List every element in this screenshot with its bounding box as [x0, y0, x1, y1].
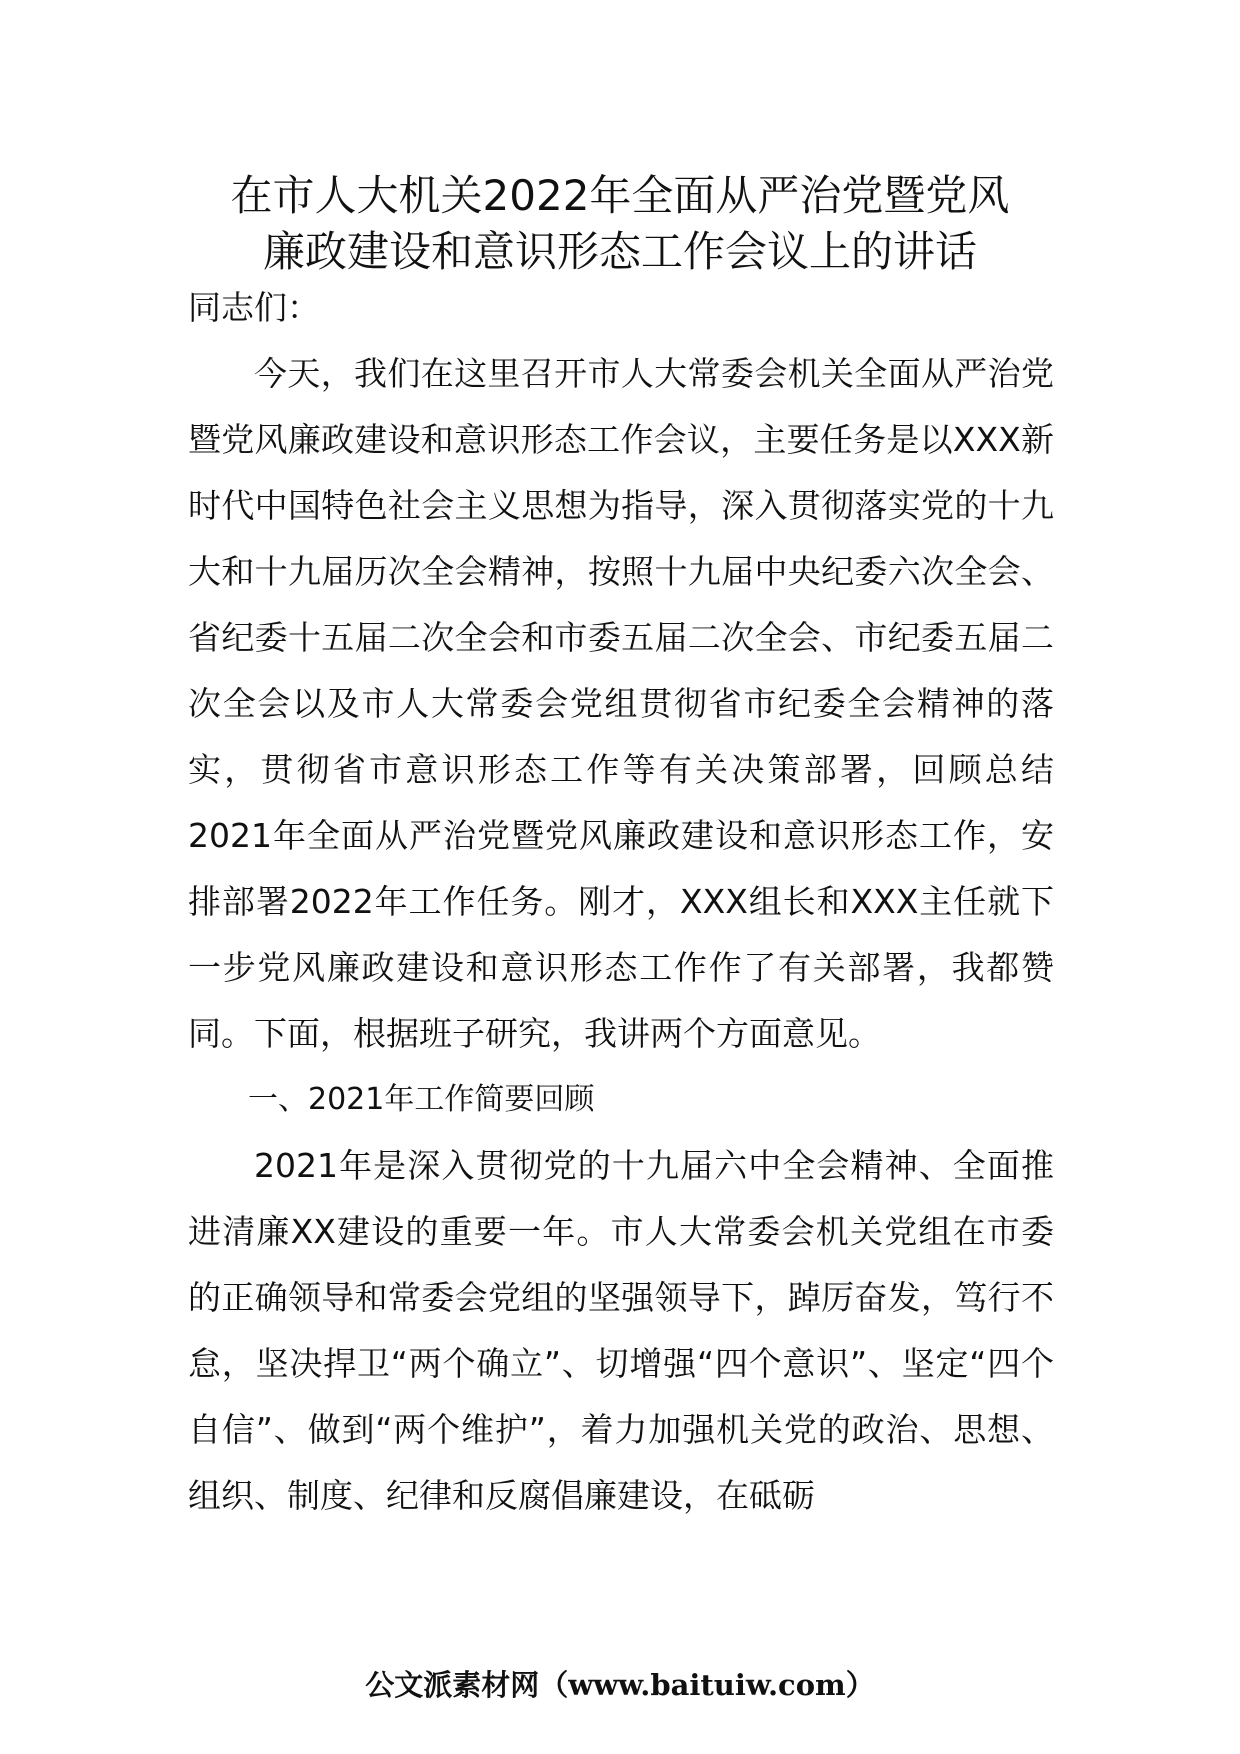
document-title [170, 168, 1070, 280]
title-line-2: 廉政建设和意识形态工作会议上的讲话 [262, 227, 977, 276]
section-heading-1: 一、2021年工作简要回顾 [248, 1082, 595, 1117]
title-line-1: 在市人大机关2022年全面从严治党暨党风 [230, 171, 1010, 220]
salutation: 同志们： [188, 288, 320, 327]
document-body [188, 275, 1054, 1529]
footer-watermark: 公文派素材网（www.baituiw.com） [365, 1668, 875, 1702]
intro-paragraph: 今天，我们在这里召开市人大常委会机关全面从严治党暨党风廉政建设和意识形态工作会议，主要任务是以XXX新时代中国特色社会主义思想为指导，深入贯彻落实党的十九大和十九届历次全会精神，按照十九届中央纪委六次全会、省纪委十五届二次全会和市委五届二次全会、市纪委五届二次全会以及市人大常委会党组贯彻省市纪委全会精神的落实，贯彻省市意识形态工作等有关决策部署，回顾总结2021年全面从严治党暨党风廉政建设和意识形态工作，安排部署2022年工作任务。刚才，XXX组长和XXX主任就下一步党风廉政建设和意识形态工作作了有关部署，我都赞同。下面，根据班子研究，我讲两个方面意见。 [188, 354, 1054, 1053]
section-1-paragraph: 2021年是深入贯彻党的十九届六中全会精神、全面推进清廉XX建设的重要一年。市人大常委会机关党组在市委的正确领导和常委会党组的坚强领导下，踔厉奋发，笃行不怠，坚决捍卫“两个确立”、切增强“四个意识”、坚定“四个自信”、做到“两个维护”，着力加强机关党的政治、思想、组织、制度、纪律和反腐倡廉建设，在砥砺 [188, 1146, 1054, 1515]
